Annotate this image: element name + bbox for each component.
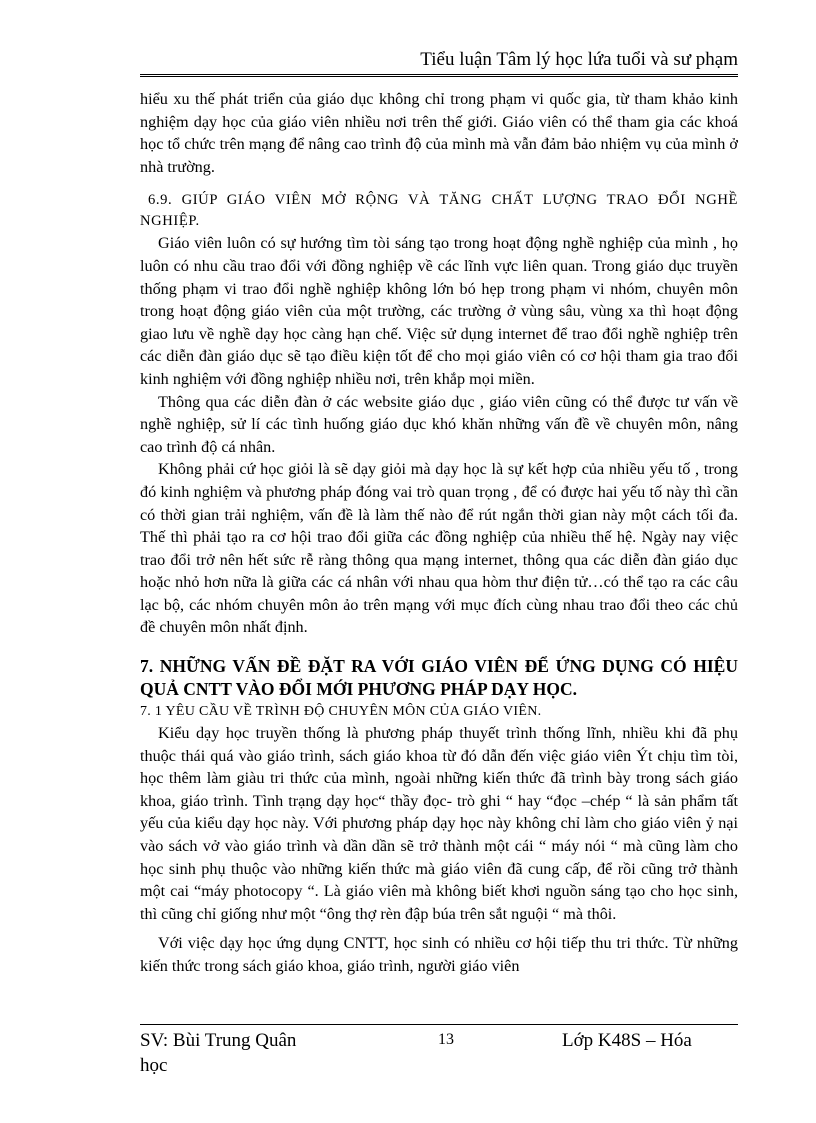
header-title: Tiểu luận Tâm lý học lứa tuổi và sư phạm <box>420 49 738 70</box>
paragraph-traditional: Kiểu dạy học truyền thống là phương pháp thuyết trình thống lĩnh, nhiều khi đã phụ thuộc thái quá vào giáo trình, sách giáo khoa từ đó dẫn đến việc giáo viên Ýt chịu tìm tòi, học thêm làm giàu tri thức của mình, ngoài những kiến thức đã trình bày trong sách giáo khoa, giáo trình. Tình trạng dạy học“ thầy đọc- trò ghi “ hay “đọc –chép “ là sản phẩm tất yếu của kiểu dạy học này. Với phương pháp dạy học này không chỉ làm cho giáo viên ỷ nại vào sách vở vào giáo trình và dần dần sẽ trở thành một cái “ máy nói “ mà cũng làm cho học sinh phụ thuộc vào những kiến thức mà giáo viên đã cung cấp, để rồi cũng trở thành một cai “máy photocopy “. Là giáo viên mà không biết khơi nguồn sáng tạo cho học sinh, thì cũng chỉ giống như một “ông thợ rèn đập búa trên sắt nguội “ mà thôi. <box>140 724 738 923</box>
section-heading-7-1: 7. 1 YÊU CẦU VỀ TRÌNH ĐỘ CHUYÊN MÔN CỦA GIÁO VIÊN. <box>140 704 542 720</box>
footer-student: SV: Bùi Trung Quân <box>140 1030 297 1051</box>
paragraph-forums: Thông qua các diễn đàn ở các website giáo dục , giáo viên cũng có thể được tư vấn về nghề nghiệp, sử lí các tình huống giáo dục khó khăn những vấn đề về chuyên môn, nâng cao trình độ cá nhân. <box>140 392 738 456</box>
paragraph-experience: Không phải cứ học giỏi là sẽ dạy giỏi mà dạy học là sự kết hợp của nhiều yếu tố , trong đó kinh nghiệm và phương pháp đóng vai trò quan trọng , để có được hai yếu tố này thì cần có thời gian trải nghiệm, vấn đề là làm thế nào để rút ngắn thời gian này một cách tối đa. Thế thì phải tạo ra cơ hội trao đổi giữa các đồng nghiệp của nhiều thế hệ. Ngày nay việc trao đổi trở nên hết sức rễ ràng thông qua mạng internet, thông qua các diễn đàn giáo dục hoặc nhỏ hơn nữa là giữa các cá nhân với nhau qua hòm thư điện tử…có thể tạo ra các câu lạc bộ, các nhóm chuyên môn ảo trên mạng với mục đích cùng nhau trao đổi theo các chủ đề chuyên môn nhất định. <box>140 460 738 637</box>
page-footer <box>140 1024 738 1076</box>
document-body <box>140 88 738 978</box>
paragraph-intro: hiểu xu thế phát triển của giáo dục không chỉ trong phạm vi quốc gia, từ tham khảo kinh nghiệm dạy học của giáo viên nhiều nơi trên thế giới. Giáo viên có thể tham gia các khoá học tổ chức trên mạng để nâng cao trình độ của mình mà vẫn đảm bảo nhiệm vụ của mình ở nhà trường. <box>140 90 738 176</box>
paragraph-ict: Với việc dạy học ứng dụng CNTT, học sinh có nhiều cơ hội tiếp thu tri thức. Từ những kiến thức trong sách giáo khoa, giáo trình, người giáo viên <box>140 934 738 975</box>
footer-class-cont: học <box>140 1055 168 1076</box>
page-header <box>140 48 738 77</box>
section-heading-7: 7. NHỮNG VẤN ĐỀ ĐẶT RA VỚI GIÁO VIÊN ĐỂ ỨNG DỤNG CÓ HIỆU QUẢ CNTT VÀO ĐỔI MỚI PHƯƠNG PHÁP DẠY HỌC. <box>140 656 738 700</box>
page-number: 13 <box>438 1031 454 1048</box>
paragraph-exchange: Giáo viên luôn có sự hướng tìm tòi sáng tạo trong hoạt động nghề nghiệp của mình , họ luôn có nhu cầu trao đổi với đồng nghiệp về các lĩnh vực liên quan. Trong giáo dục truyền thống phạm vi trao đổi nghề nghiệp không lớn bó hẹp trong phạm vi nhóm, chuyên môn trong hoạt động giáo viên của một trường, các trường ở vùng sâu, vùng xa thì hoạt động giao lưu về nghề dạy học càng hạn chế. Việc sử dụng internet để trao đổi nghề nghiệp trên các diễn đàn giáo dục sẽ tạo điều kiện tốt để cho mọi giáo viên có cơ hội tham gia trao đổi kinh nghiệm với đồng nghiệp nhiều nơi, trên khắp mọi miền. <box>140 234 738 388</box>
footer-class: Lớp K48S – Hóa <box>562 1030 692 1051</box>
section-heading-6-9: 6.9. GIÚP GIÁO VIÊN MỞ RỘNG VÀ TĂNG CHẤT LƯỢNG TRAO ĐỔI NGHỀ NGHIỆP. <box>140 192 738 230</box>
